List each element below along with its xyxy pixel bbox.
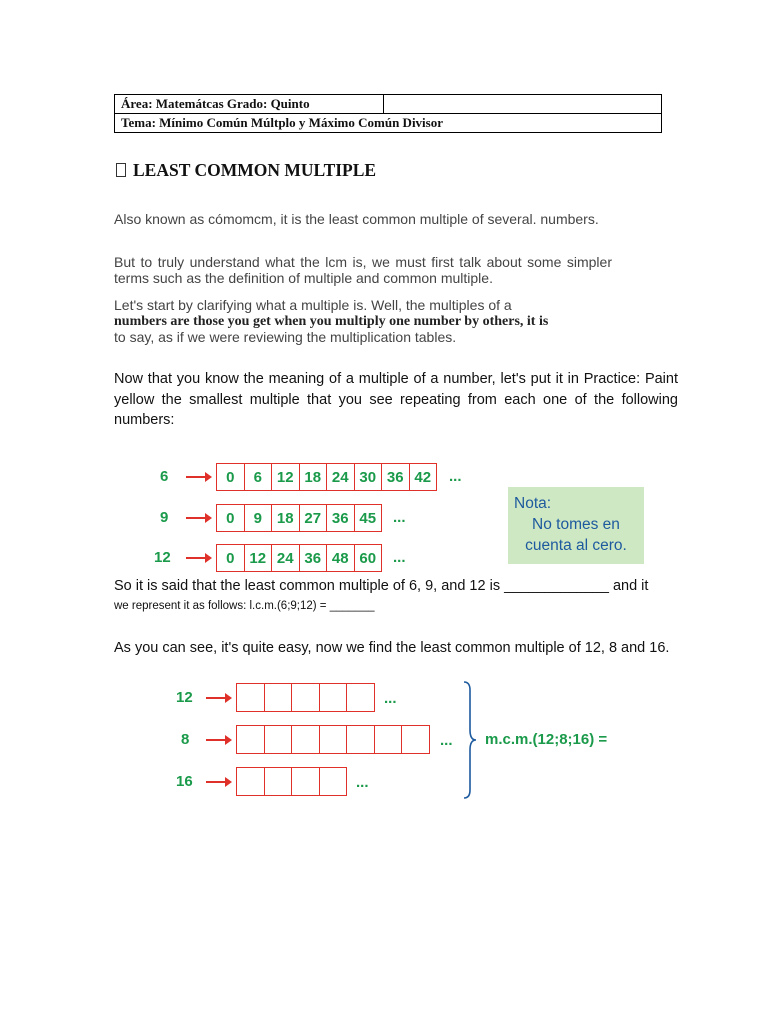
empty-multiples-strip [236, 683, 375, 712]
empty-cell[interactable] [292, 768, 320, 795]
multiple-cell[interactable]: 0 [217, 505, 245, 531]
mcm-label: m.c.m.(12;8;16) = [485, 731, 608, 748]
nota-box [508, 487, 644, 564]
empty-cell[interactable] [320, 768, 347, 795]
empty-cell[interactable] [265, 726, 293, 753]
curly-brace-icon [460, 680, 480, 800]
paragraph-practice: Now that you know the meaning of a multiple of a number, let's put it in Practice: Paint yellow the smallest multiple that you see repeating from each one of the following numbers: [114, 371, 678, 428]
tema-cell: Tema: Mínimo Común Múltplo y Máximo Común Divisor [115, 114, 662, 133]
empty-cell[interactable] [237, 684, 265, 711]
section-title-text: LEAST COMMON MULTIPLE [133, 160, 377, 180]
area-right-cell [384, 95, 662, 114]
arrow-right-icon [206, 739, 230, 741]
multiple-cell[interactable]: 12 [245, 545, 273, 571]
empty-cell[interactable] [237, 768, 265, 795]
empty-cell[interactable] [320, 684, 348, 711]
header-table [114, 94, 662, 133]
multiple-cell[interactable]: 9 [245, 505, 273, 531]
definition-line-2: numbers are those you get when you multiply one number by others, it is [114, 314, 549, 329]
empty-cell[interactable] [237, 726, 265, 753]
multiple-cell[interactable]: 60 [359, 549, 377, 567]
multiple-cell[interactable]: 36 [382, 464, 410, 490]
paragraph-multiple-definition [114, 297, 614, 345]
paragraph-lcm-terms: But to truly understand what the lcm is, we must first talk about some simpler terms such as the definition of multiple and common multiple. [114, 254, 612, 286]
empty-cell[interactable] [347, 684, 374, 711]
multiple-cell[interactable]: 18 [300, 464, 328, 490]
multiple-cell[interactable]: 6 [245, 464, 273, 490]
nota-text [508, 514, 644, 556]
multiple-cell[interactable]: 18 [272, 505, 300, 531]
area-cell: Área: Matemátcas Grado: Quinto [115, 95, 384, 114]
multiple-cell[interactable]: 24 [272, 545, 300, 571]
multiple-cell[interactable]: 42 [414, 468, 432, 486]
empty-cell[interactable] [265, 684, 293, 711]
row-number: 16 [176, 773, 193, 790]
empty-cell[interactable] [402, 726, 429, 753]
row-number: 12 [154, 549, 171, 566]
multiple-cell[interactable]: 12 [272, 464, 300, 490]
empty-cell[interactable] [347, 726, 375, 753]
multiple-cell[interactable]: 0 [217, 545, 245, 571]
ellipsis: ... [393, 549, 406, 566]
checkbox-glyph-icon [116, 163, 126, 177]
nota-title: Nota: [514, 495, 552, 512]
section-title [116, 160, 376, 181]
multiples-strip [216, 463, 437, 491]
paragraph-intro: Also known as cómomcm, it is the least common multiple of several. numbers. [114, 211, 599, 227]
row-number: 8 [181, 731, 190, 748]
multiple-cell[interactable]: 24 [327, 464, 355, 490]
multiple-cell[interactable]: 0 [217, 464, 245, 490]
row-number: 12 [176, 689, 193, 706]
paragraph-second-exercise: As you can see, it's quite easy, now we find the least common multiple of 12, 8 and 16. [114, 640, 670, 656]
arrow-right-icon [206, 781, 230, 783]
arrow-right-icon [206, 697, 230, 699]
empty-cell[interactable] [375, 726, 403, 753]
multiple-cell[interactable]: 36 [300, 545, 328, 571]
paragraph-lcm-notation: we represent it as follows: l.c.m.(6;9;12) = _______ [114, 600, 375, 612]
empty-cell[interactable] [292, 684, 320, 711]
empty-multiples-strip [236, 725, 430, 754]
ellipsis: ... [449, 468, 462, 485]
nota-line-2: cuenta al cero. [525, 537, 627, 554]
row-number: 6 [160, 468, 169, 485]
ellipsis: ... [440, 732, 453, 749]
definition-line-3: to say, as if we were reviewing the multiplication tables. [114, 329, 457, 345]
arrow-right-icon [186, 517, 210, 519]
ellipsis: ... [356, 774, 369, 791]
multiple-cell[interactable]: 30 [355, 464, 383, 490]
nota-line-1: No tomes en [532, 516, 620, 533]
multiples-strip [216, 544, 382, 572]
ellipsis: ... [393, 509, 406, 526]
multiple-cell[interactable]: 48 [327, 545, 355, 571]
empty-cell[interactable] [320, 726, 348, 753]
arrow-right-icon [186, 557, 210, 559]
arrow-right-icon [186, 476, 210, 478]
multiples-strip [216, 504, 382, 532]
multiple-cell[interactable]: 36 [327, 505, 355, 531]
definition-line-1: Let's start by clarifying what a multiple is. Well, the multiples of a [114, 297, 512, 313]
multiple-cell[interactable]: 45 [359, 509, 377, 527]
empty-cell[interactable] [292, 726, 320, 753]
empty-cell[interactable] [265, 768, 293, 795]
multiple-cell[interactable]: 27 [300, 505, 328, 531]
empty-multiples-strip [236, 767, 347, 796]
row-number: 9 [160, 509, 169, 526]
ellipsis: ... [384, 690, 397, 707]
paragraph-lcm-result: So it is said that the least common multiple of 6, 9, and 12 is _____________ and it [114, 578, 649, 594]
